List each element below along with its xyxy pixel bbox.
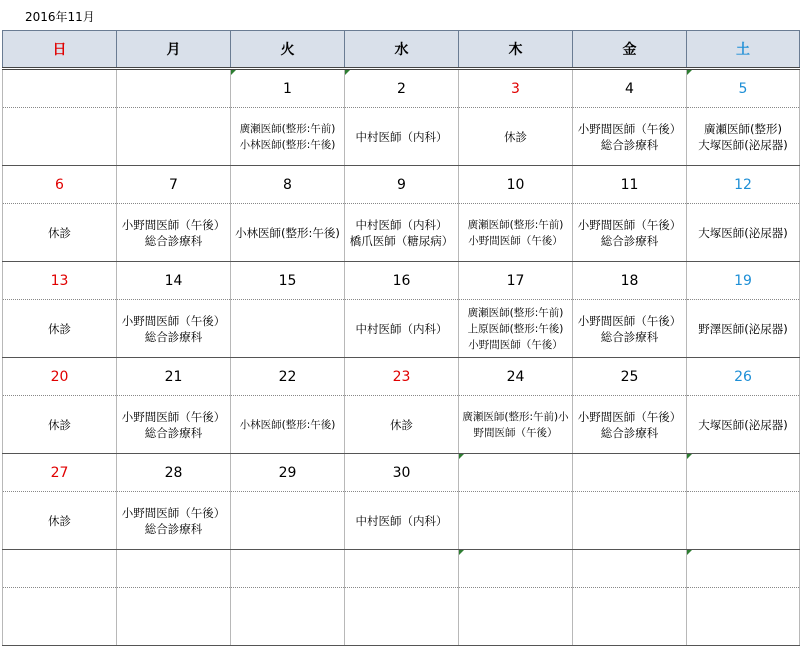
date-number: 16 — [392, 272, 411, 289]
date-cell[interactable] — [459, 358, 573, 396]
date-cell[interactable] — [573, 550, 687, 588]
doctor-schedule-text: 廣瀬医師(整形:午前) — [467, 218, 564, 231]
date-row — [3, 166, 800, 204]
date-cell[interactable] — [117, 550, 231, 588]
doctor-schedule-text: 小野間医師（午後） — [121, 217, 226, 232]
date-number: 20 — [50, 368, 69, 385]
schedule-cell[interactable] — [687, 396, 800, 454]
date-number: 17 — [506, 272, 525, 289]
date-cell[interactable] — [573, 358, 687, 396]
doctor-schedule-text: 小野間医師（午後） — [121, 409, 226, 424]
schedule-cell[interactable] — [687, 108, 800, 166]
schedule-row — [3, 204, 800, 262]
date-cell[interactable] — [3, 550, 117, 588]
schedule-cell[interactable] — [117, 588, 231, 646]
schedule-row — [3, 492, 800, 550]
date-cell[interactable] — [459, 166, 573, 204]
date-number: 3 — [511, 80, 520, 97]
schedule-cell[interactable] — [231, 492, 345, 550]
schedule-cell[interactable] — [3, 396, 117, 454]
schedule-cell[interactable] — [459, 204, 573, 262]
date-number: 8 — [283, 176, 292, 193]
date-cell[interactable] — [345, 69, 459, 108]
doctor-schedule-text: 総合診療科 — [144, 233, 203, 248]
date-number: 13 — [50, 272, 69, 289]
comment-marker-icon — [459, 454, 464, 459]
doctor-schedule-text: 総合診療科 — [600, 425, 659, 440]
date-cell[interactable] — [687, 262, 800, 300]
weekday-header-cell: 土 — [687, 31, 800, 69]
schedule-row — [3, 300, 800, 358]
schedule-cell[interactable] — [345, 204, 459, 262]
weekday-header-cell: 月 — [117, 31, 231, 69]
date-cell[interactable] — [117, 166, 231, 204]
date-cell[interactable] — [459, 550, 573, 588]
schedule-cell[interactable] — [3, 108, 117, 166]
weekday-header-cell: 火 — [231, 31, 345, 69]
date-number: 14 — [164, 272, 183, 289]
doctor-schedule-text: 休診 — [48, 417, 71, 432]
date-number: 23 — [392, 368, 411, 385]
doctor-schedule-text: 大塚医師(泌尿器) — [698, 225, 788, 240]
doctor-schedule-text: 小林医師(整形:午後) — [235, 225, 340, 240]
doctor-schedule-text: 中村医師（内科） — [355, 129, 448, 144]
date-number: 10 — [506, 176, 525, 193]
schedule-cell[interactable] — [573, 492, 687, 550]
schedule-cell[interactable] — [345, 396, 459, 454]
schedule-cell[interactable] — [117, 396, 231, 454]
date-cell[interactable] — [231, 69, 345, 108]
date-cell[interactable] — [459, 69, 573, 108]
schedule-cell[interactable] — [573, 108, 687, 166]
schedule-cell[interactable] — [573, 300, 687, 358]
schedule-cell[interactable] — [573, 588, 687, 646]
date-cell[interactable] — [687, 358, 800, 396]
date-number: 28 — [164, 464, 183, 481]
doctor-schedule-text: 小林医師(整形:午後) — [239, 418, 336, 431]
schedule-cell[interactable] — [117, 204, 231, 262]
schedule-cell[interactable] — [3, 300, 117, 358]
doctor-schedule-text: 総合診療科 — [144, 329, 203, 344]
weekday-header-cell: 日 — [3, 31, 117, 69]
date-row — [3, 262, 800, 300]
doctor-schedule-text: 中村医師（内科） — [355, 321, 448, 336]
comment-marker-icon — [687, 454, 692, 459]
schedule-cell[interactable] — [459, 588, 573, 646]
date-number: 4 — [625, 80, 634, 97]
doctor-schedule-text: 廣瀬医師(整形:午前) — [467, 306, 564, 319]
date-cell[interactable] — [687, 69, 800, 108]
date-number: 25 — [620, 368, 639, 385]
doctor-schedule-text: 総合診療科 — [600, 233, 659, 248]
schedule-cell[interactable] — [687, 588, 800, 646]
date-number: 11 — [620, 176, 639, 193]
weekday-header-cell: 木 — [459, 31, 573, 69]
doctor-schedule-text: 休診 — [48, 513, 71, 528]
date-number: 29 — [278, 464, 297, 481]
schedule-cell[interactable] — [687, 204, 800, 262]
calendar-grid — [2, 30, 800, 646]
schedule-cell[interactable] — [345, 588, 459, 646]
date-number: 30 — [392, 464, 411, 481]
calendar-month-title: 2016年11月 — [25, 10, 95, 24]
schedule-cell[interactable] — [687, 300, 800, 358]
doctor-schedule-text: 小野間医師（午後） — [577, 313, 682, 328]
schedule-cell[interactable] — [459, 108, 573, 166]
schedule-cell[interactable] — [231, 108, 345, 166]
comment-marker-icon — [231, 70, 236, 75]
date-number: 9 — [397, 176, 406, 193]
doctor-schedule-text: 大塚医師(泌尿器) — [698, 417, 788, 432]
schedule-cell[interactable] — [459, 492, 573, 550]
date-cell[interactable] — [3, 454, 117, 492]
date-cell[interactable] — [687, 550, 800, 588]
date-cell[interactable] — [573, 166, 687, 204]
date-cell[interactable] — [117, 262, 231, 300]
date-number: 22 — [278, 368, 297, 385]
doctor-schedule-text: 野間医師（午後） — [473, 426, 558, 439]
doctor-schedule-text: 廣瀬医師(整形:午前) — [239, 122, 336, 135]
date-number: 12 — [734, 176, 752, 193]
date-row — [3, 69, 800, 108]
date-number: 19 — [734, 272, 752, 289]
doctor-schedule-text: 廣瀬医師(整形) — [704, 121, 782, 136]
schedule-cell[interactable] — [459, 396, 573, 454]
schedule-cell[interactable] — [345, 108, 459, 166]
date-cell[interactable] — [117, 358, 231, 396]
weekday-header-cell: 水 — [345, 31, 459, 69]
date-cell[interactable] — [345, 262, 459, 300]
schedule-cell[interactable] — [345, 492, 459, 550]
doctor-schedule-text: 総合診療科 — [600, 329, 659, 344]
date-cell[interactable] — [573, 69, 687, 108]
doctor-schedule-text: 総合診療科 — [144, 521, 203, 536]
date-cell[interactable] — [459, 454, 573, 492]
weekday-header-row — [3, 31, 800, 69]
doctor-schedule-text: 中村医師（内科） — [355, 217, 448, 232]
date-cell[interactable] — [231, 358, 345, 396]
doctor-schedule-text: 休診 — [390, 417, 413, 432]
date-number: 1 — [283, 80, 292, 97]
doctor-schedule-text: 小野間医師（午後） — [468, 234, 563, 247]
date-number: 5 — [738, 80, 748, 97]
doctor-schedule-text: 小野間医師（午後） — [468, 338, 563, 351]
date-cell[interactable] — [231, 454, 345, 492]
doctor-schedule-text: 小野間医師（午後） — [121, 505, 226, 520]
doctor-schedule-text: 廣瀬医師(整形:午前)小 — [462, 410, 569, 423]
date-number: 18 — [620, 272, 639, 289]
doctor-schedule-text: 小野間医師（午後） — [577, 217, 682, 232]
date-cell[interactable] — [117, 454, 231, 492]
comment-marker-icon — [459, 550, 464, 555]
date-number: 6 — [55, 176, 64, 193]
schedule-cell[interactable] — [3, 492, 117, 550]
schedule-cell[interactable] — [117, 300, 231, 358]
doctor-schedule-text: 小野間医師（午後） — [577, 121, 682, 136]
doctor-schedule-text: 野澤医師(泌尿器) — [698, 321, 788, 336]
doctor-schedule-text: 総合診療科 — [600, 137, 659, 152]
doctor-schedule-text: 中村医師（内科） — [355, 513, 448, 528]
doctor-schedule-text: 小野間医師（午後） — [121, 313, 226, 328]
schedule-cell[interactable] — [345, 300, 459, 358]
date-cell[interactable] — [459, 262, 573, 300]
date-row — [3, 358, 800, 396]
schedule-cell[interactable] — [573, 204, 687, 262]
date-cell[interactable] — [3, 166, 117, 204]
comment-marker-icon — [345, 70, 350, 75]
schedule-row — [3, 108, 800, 166]
doctor-schedule-text: 大塚医師(泌尿器) — [698, 137, 788, 152]
schedule-cell[interactable] — [231, 588, 345, 646]
date-cell[interactable] — [345, 550, 459, 588]
date-cell[interactable] — [345, 454, 459, 492]
date-number: 2 — [397, 80, 406, 97]
schedule-cell[interactable] — [231, 300, 345, 358]
date-row — [3, 454, 800, 492]
date-number: 7 — [169, 176, 178, 193]
date-cell[interactable] — [345, 166, 459, 204]
schedule-cell[interactable] — [231, 396, 345, 454]
schedule-row — [3, 396, 800, 454]
schedule-cell[interactable] — [459, 300, 573, 358]
date-cell[interactable] — [231, 262, 345, 300]
doctor-schedule-text: 総合診療科 — [144, 425, 203, 440]
date-cell[interactable] — [573, 454, 687, 492]
comment-marker-icon — [687, 550, 692, 555]
date-cell[interactable] — [117, 69, 231, 108]
schedule-cell[interactable] — [117, 108, 231, 166]
date-number: 21 — [164, 368, 183, 385]
date-cell[interactable] — [3, 358, 117, 396]
date-cell[interactable] — [687, 166, 800, 204]
date-number: 15 — [278, 272, 297, 289]
date-cell[interactable] — [3, 69, 117, 108]
schedule-cell[interactable] — [687, 492, 800, 550]
date-cell[interactable] — [345, 358, 459, 396]
doctor-schedule-text: 小林医師(整形:午後) — [239, 138, 336, 151]
doctor-schedule-text: 小野間医師（午後） — [577, 409, 682, 424]
weekday-header-cell: 金 — [573, 31, 687, 69]
schedule-cell[interactable] — [3, 204, 117, 262]
date-row — [3, 550, 800, 588]
doctor-schedule-text: 上原医師(整形:午後) — [467, 322, 564, 335]
date-number: 24 — [506, 368, 525, 385]
doctor-schedule-text: 休診 — [504, 129, 527, 144]
doctor-schedule-text: 休診 — [48, 225, 71, 240]
schedule-row — [3, 588, 800, 646]
schedule-cell[interactable] — [573, 396, 687, 454]
date-cell[interactable] — [231, 550, 345, 588]
date-cell[interactable] — [687, 454, 800, 492]
date-cell[interactable] — [3, 262, 117, 300]
date-number: 26 — [734, 368, 752, 385]
doctor-schedule-text: 橋爪医師（糖尿病） — [349, 233, 454, 248]
schedule-cell[interactable] — [3, 588, 117, 646]
comment-marker-icon — [687, 70, 692, 75]
date-number: 27 — [50, 464, 69, 481]
date-cell[interactable] — [573, 262, 687, 300]
doctor-schedule-text: 休診 — [48, 321, 71, 336]
schedule-cell[interactable] — [231, 204, 345, 262]
date-cell[interactable] — [231, 166, 345, 204]
schedule-cell[interactable] — [117, 492, 231, 550]
